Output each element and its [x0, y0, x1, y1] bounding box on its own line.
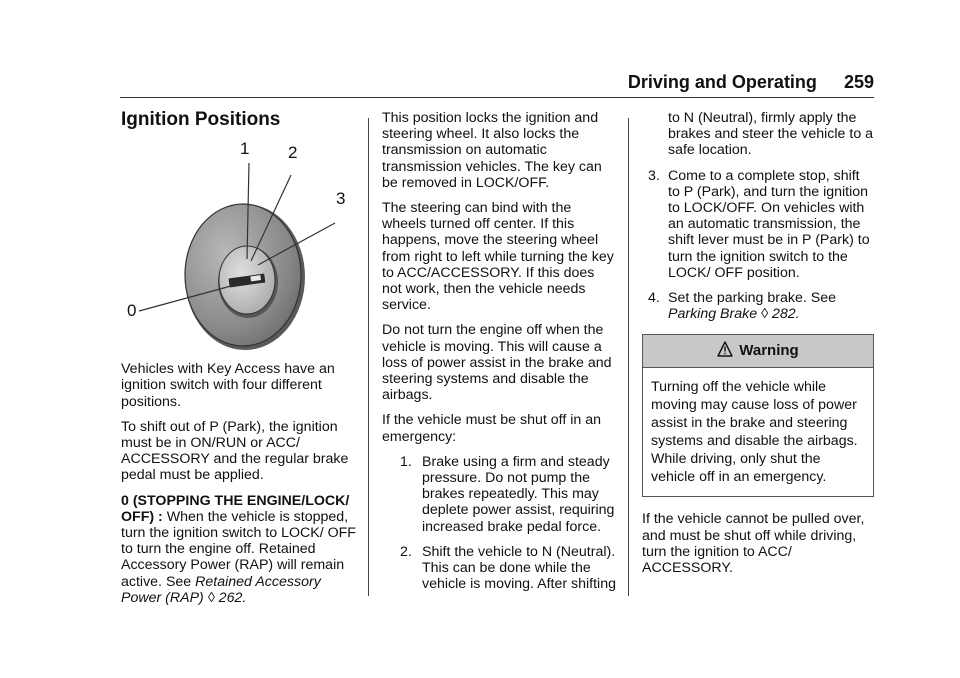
step-text: Come to a complete stop, shift to P (Park), and turn the ignition to LOCK/OFF. On vehicles with an automatic transmission, the shift lever must be in P (Park) to turn the ignition switch to the LOCK/ OFF position. — [668, 167, 870, 281]
column-divider — [628, 118, 629, 596]
warning-box — [642, 334, 874, 497]
warning-header — [643, 335, 873, 368]
page-reference: ◊ 282. — [757, 306, 800, 323]
list-item — [642, 290, 874, 322]
column-divider — [368, 118, 369, 596]
paragraph-stopping-engine — [121, 493, 357, 606]
cross-reference-link[interactable]: Parking Brake — [668, 306, 758, 323]
paragraph: If the vehicle cannot be pulled over, and must be shut off while driving, turn the ignition to ACC/ ACCESSORY. — [642, 511, 865, 577]
step-number: 4. — [648, 290, 660, 307]
paragraph-text: When the vehicle is stopped, turn the ignition switch to LOCK/ OFF to turn the engine off. Retained Accessory Power (RAP) will remain active. See — [121, 508, 356, 590]
position-label-3: 3 — [336, 189, 346, 209]
column-1 — [121, 109, 357, 615]
column-2 — [382, 110, 617, 601]
list-item — [382, 544, 617, 593]
step-continuation: to N (Neutral), firmly apply the brakes and steer the vehicle to a safe location. — [668, 110, 874, 159]
list-item — [642, 168, 874, 281]
step-text: Brake using a firm and steady pressure. Do not pump the brakes repeatedly. This may deplete power assist, requiring increased brake pedal force. — [422, 453, 615, 535]
paragraph: Vehicles with Key Access have an ignition switch with four different positions. — [121, 361, 335, 410]
step-number: 2. — [400, 543, 412, 560]
cross-reference-link[interactable]: Retained Accessory Power (RAP) — [121, 573, 321, 606]
paragraph: If the vehicle must be shut off in an emergency: — [382, 412, 601, 445]
paragraph: The steering can bind with the wheels turned off center. If this happens, move the steering wheel from right to left while turning the key to ACC/ACCESSORY. If this does not work, then the vehicle needs service. — [382, 200, 614, 314]
paragraph: This position locks the ignition and steering wheel. It also locks the transmission on automatic transmission vehicles. The key can be removed in LOCK/OFF. — [382, 110, 602, 191]
page-reference: ◊ 262. — [203, 589, 247, 606]
ignition-switch-illustration — [121, 131, 357, 351]
position-label-2: 2 — [288, 143, 298, 163]
paragraph: Do not turn the engine off when the vehicle is moving. This will cause a loss of power assist in the brake and steering systems and disable the airbags. — [382, 322, 612, 404]
ignition-figure — [121, 131, 357, 351]
step-text: Shift the vehicle to N (Neutral). This can be done while the vehicle is moving. After shifting — [422, 543, 616, 593]
emergency-steps-list-continued — [642, 168, 874, 323]
warning-icon — [717, 341, 733, 357]
section-title: Driving and Operating — [627, 72, 817, 92]
position-label-1: 1 — [240, 139, 250, 159]
term-label: 0 (STOPPING THE ENGINE/LOCK/ OFF) : — [121, 492, 350, 525]
warning-text: Turning off the vehicle while moving may cause loss of power assist in the brake and steering systems and disable the airbags. While driving, only shut the vehicle off in an emergency. — [651, 379, 858, 486]
step-number: 3. — [648, 167, 660, 184]
page-header — [628, 72, 874, 93]
step-text: Set the parking brake. See — [668, 290, 836, 307]
column-3 — [642, 110, 874, 585]
warning-title: Warning — [739, 342, 799, 360]
page-number: 259 — [843, 72, 874, 92]
step-number: 1. — [400, 453, 412, 470]
position-label-0: 0 — [127, 301, 137, 321]
emergency-steps-list — [382, 454, 617, 593]
list-item — [382, 454, 617, 535]
paragraph: To shift out of P (Park), the ignition must be in ON/RUN or ACC/ ACCESSORY and the regular brake pedal must be applied. — [121, 418, 349, 484]
header-rule — [120, 97, 874, 98]
section-heading: Ignition Positions — [121, 109, 281, 130]
